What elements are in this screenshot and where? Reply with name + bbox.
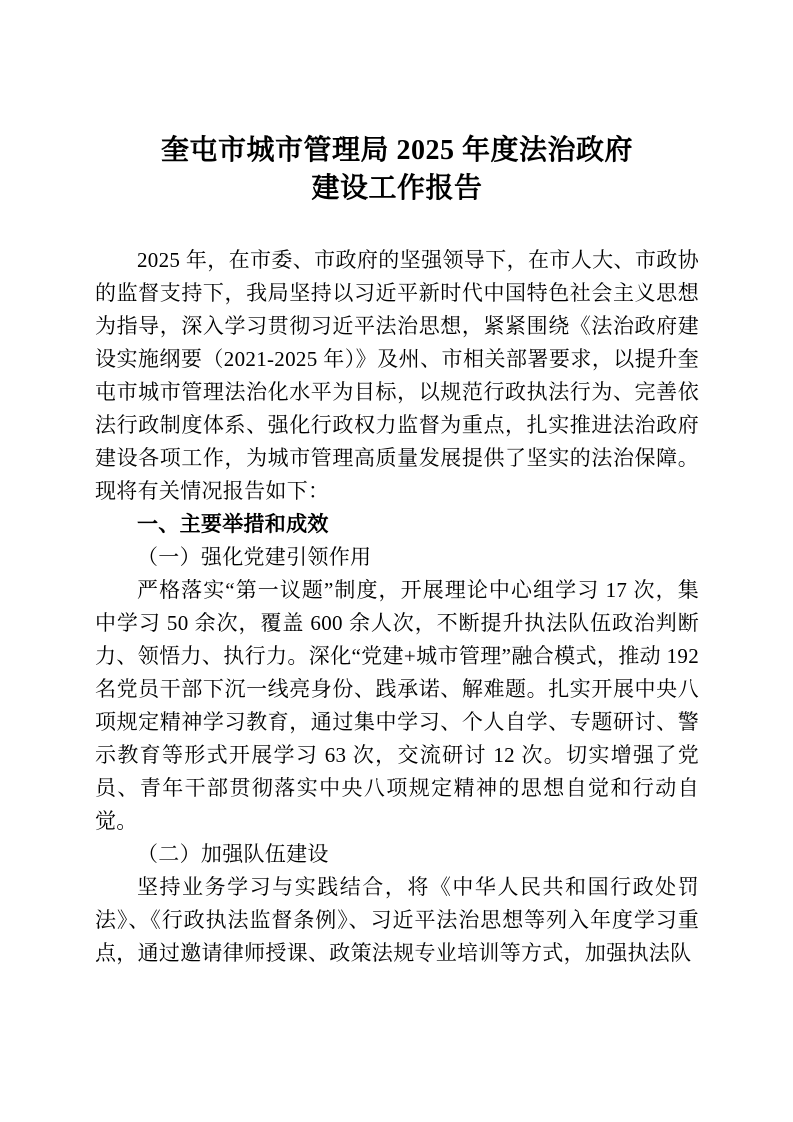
section-heading-main-measures: 一、主要举措和成效 bbox=[137, 513, 329, 536]
document-title-line2: 建设工作报告 bbox=[311, 173, 483, 204]
document-content bbox=[95, 132, 699, 970]
paragraph-party-building: 严格落实“第一议题”制度，开展理论中心组学习 17 次，集中学习 50 余次，覆盖 600 余人次，不断提升执法队伍政治判断力、领悟力、执行力。深化“党建+城市管理”融合模式，推动 192 名党员干部下沉一线亮身份、践承诺、解难题。扎实开展中央八项规定精神学习教育，通过集中学习、个人自学、专题研讨、警示教育等形式开展学习 63 次，交流研讨 12 次。切实增强了党员、青年干部贯彻落实中央八项规定精神的思想自觉和行动自觉。 bbox=[95, 578, 699, 833]
paragraph-team-building: 坚持业务学习与实践结合，将《中华人民共和国行政处罚法》、《行政执法监督条例》、习近平法治思想等列入年度学习重点，通过邀请律师授课、政策法规专业培训等方式，加强执法队 bbox=[95, 875, 699, 965]
intro-paragraph: 2025 年，在市委、市政府的坚强领导下，在市人大、市政协的监督支持下，我局坚持以习近平新时代中国特色社会主义思想为指导，深入学习贯彻习近平法治思想，紧紧围绕《法治政府建设实施纲要（2021-2025 年）》及州、市相关部署要求，以提升奎屯市城市管理法治化水平为目标，以规范行政执法行为、完善依法行政制度体系、强化行政权力监督为重点，扎实推进法治政府建设各项工作，为城市管理高质量发展提供了坚实的法治保障。现将有关情况报告如下： bbox=[95, 248, 699, 503]
document-title-line1: 奎屯市城市管理局 2025 年度法治政府 bbox=[160, 135, 633, 166]
subsection-heading-team-building: （二）加强队伍建设 bbox=[137, 842, 329, 866]
subsection-heading-party-building: （一）强化党建引领作用 bbox=[137, 545, 372, 569]
document-title bbox=[95, 132, 699, 208]
